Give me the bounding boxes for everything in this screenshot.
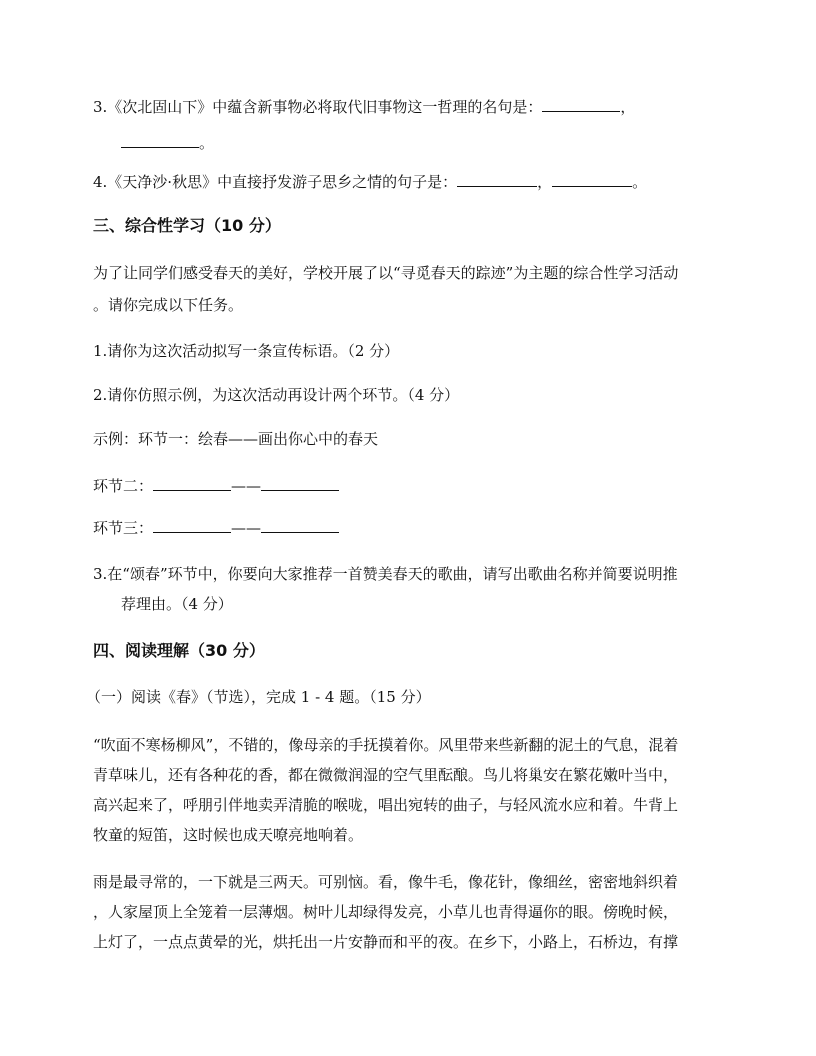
answer-blank[interactable] <box>542 95 620 112</box>
answer-blank[interactable] <box>457 170 537 187</box>
passage-paragraph-2-line: ，人家屋顶上全笼着一层薄烟。树叶儿却绿得发亮，小草儿也青得逼你的眼。傍晚时候， <box>93 903 679 921</box>
section-4-heading: 四、阅读理解（30 分） <box>93 641 265 660</box>
passage-paragraph-2-line: 上灯了，一点点黄晕的光，烘托出一片安静而和平的夜。在乡下，小路上，石桥边，有撑 <box>93 933 679 951</box>
task-1: 1.请你为这次活动拟写一条宣传标语。（2 分） <box>93 342 400 360</box>
answer-blank[interactable] <box>261 474 339 491</box>
task-2-example: 示例：环节一：绘春——画出你心中的春天 <box>93 430 379 448</box>
answer-blank[interactable] <box>121 131 199 148</box>
passage-paragraph-1-line: 高兴起来了，呼朋引伴地卖弄清脆的喉咙，唱出宛转的曲子，与轻风流水应和着。牛背上 <box>93 796 679 814</box>
passage-paragraph-1-line: “吹面不寒杨柳风”，不错的，像母亲的手抚摸着你。风里带来些新翻的泥土的气息，混着 <box>93 736 679 754</box>
section-3-intro-line-2: 。请你完成以下任务。 <box>93 296 244 314</box>
answer-blank[interactable] <box>153 474 231 491</box>
task-2: 2.请你仿照示例，为这次活动再设计两个环节。（4 分） <box>93 386 460 404</box>
step-2-line: 环节二： —— <box>93 474 339 497</box>
answer-blank[interactable] <box>153 516 231 533</box>
passage-paragraph-2-line: 雨是最寻常的，一下就是三两天。可别恼。看，像牛毛，像花针，像细丝，密密地斜织着 <box>93 873 679 891</box>
answer-blank[interactable] <box>261 516 339 533</box>
passage-paragraph-1-line: 青草味儿，还有各种花的香，都在微微润湿的空气里酝酿。鸟儿将巢安在繁花嫩叶当中， <box>93 766 679 784</box>
question-4: 4.《天净沙·秋思》中直接抒发游子思乡之情的句子是： ， 。 <box>93 170 647 193</box>
answer-blank[interactable] <box>552 170 632 187</box>
question-4-text: 4.《天净沙·秋思》中直接抒发游子思乡之情的句子是： <box>93 173 458 191</box>
passage-paragraph-1-line: 牧童的短笛，这时候也成天嘹亮地响着。 <box>93 826 364 844</box>
question-3-line-1: 3.《次北固山下》中蕴含新事物必将取代旧事物这一哲理的名句是： ， <box>93 95 635 118</box>
task-3-line-1: 3.在“颂春”环节中，你要向大家推荐一首赞美春天的歌曲，请写出歌曲名称并简要说明推 <box>93 565 678 583</box>
question-3-text: 3.《次北固山下》中蕴含新事物必将取代旧事物这一哲理的名句是： <box>93 98 543 116</box>
task-3-line-2: 荐理由。（4 分） <box>121 595 233 613</box>
step-3-line: 环节三： —— <box>93 516 339 539</box>
section-3-heading: 三、综合性学习（10 分） <box>93 216 281 235</box>
section-3-intro-line-1: 为了让同学们感受春天的美好，学校开展了以“寻觅春天的踪迹”为主题的综合性学习活动 <box>93 264 679 282</box>
reading-1-instructions: （一）阅读《春》（节选），完成 1 - 4 题。（15 分） <box>86 688 431 706</box>
question-3-line-2: 。 <box>121 131 214 154</box>
